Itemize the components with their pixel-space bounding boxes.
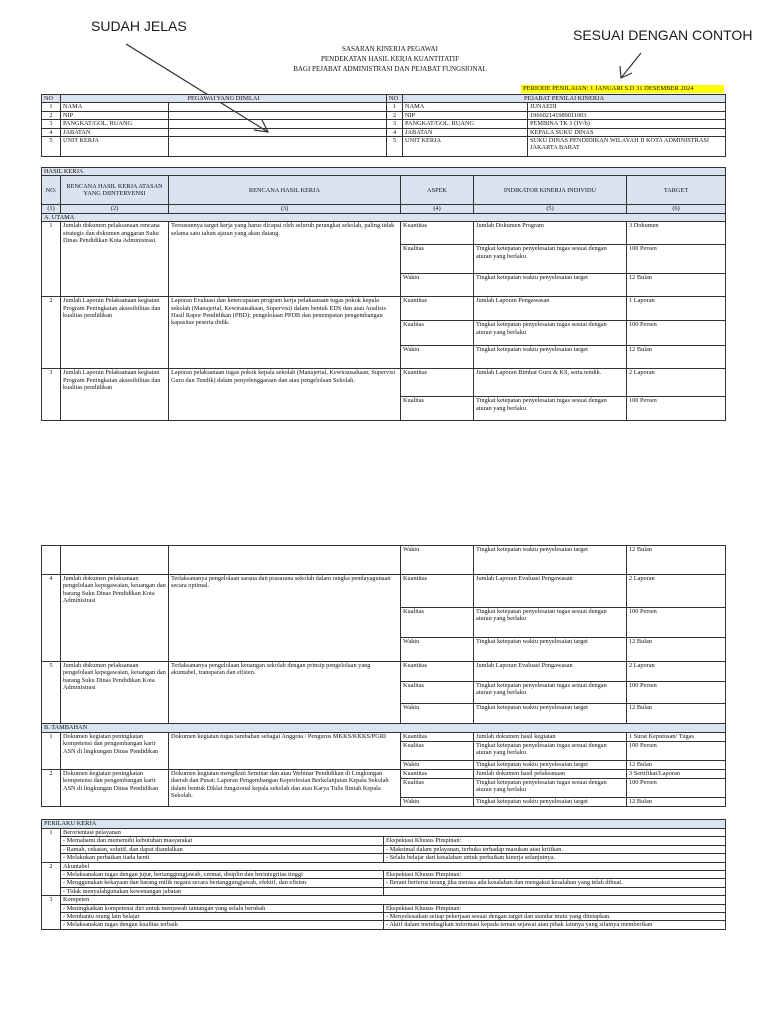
item-rhk: Terlaksananya pengelolaan sarana dan prasarana sekolah dalam rangka pendayagunaan secara optimal.	[169, 575, 401, 662]
col-aspek-header: ASPEK	[401, 176, 474, 205]
behavior-title-row	[42, 896, 726, 904]
item-rhk: Dokumen kegiatan tugas tambahan sebagai Anggota / Pengurus MKKS/KKKS/PGRI	[169, 733, 401, 770]
item-target: 2 Laporan	[627, 575, 726, 608]
col-number-1: (1)	[42, 205, 61, 213]
col-number-4: (4)	[401, 205, 474, 213]
item-aspek: Kuantitas	[401, 770, 474, 779]
penilai-no: 5	[387, 137, 403, 157]
item-no: 3	[42, 369, 61, 421]
personal-no2-header: NO	[387, 95, 403, 103]
behavior-point-row	[42, 854, 726, 862]
item-aspek: Kualitas	[401, 321, 474, 346]
behavior-title-row	[42, 829, 726, 837]
item-aspek: Kuantitas	[401, 575, 474, 608]
behavior-point: - Ramah, cekatan, solutif, dan dapat diandalkan	[61, 845, 384, 853]
penilai-no: 1	[387, 103, 403, 111]
penilai-label: NIP	[403, 111, 528, 119]
table-row	[42, 733, 726, 742]
item-no: 1	[42, 222, 61, 297]
item-aspek: Waktu	[401, 546, 474, 575]
penilai-label: PANGKAT/GOL. RUANG	[403, 120, 528, 128]
table-row	[42, 546, 726, 575]
item-indikator: Tingkat ketepatan penyelesaian tugas sesuai dengan aturan yang berlaku	[474, 397, 627, 421]
personal-no: 2	[42, 111, 61, 119]
behavior-point-row	[42, 904, 726, 912]
item-aspek: Kuantitas	[401, 733, 474, 742]
item-rhk-atasan: Dokumen kegiatan peningkatan kompetensi dan pengembangan karir ASN di lingkungan Dinas Pendidikan	[61, 770, 169, 807]
item-target: 12 Bulan	[627, 704, 726, 724]
behavior-point: - Membantu orang lain belajar	[61, 913, 384, 921]
utama-rows	[42, 222, 726, 421]
col-number-5: (5)	[474, 205, 627, 213]
hasil-kerja-continued-table	[41, 545, 726, 807]
item-aspek: Waktu	[401, 638, 474, 662]
item-target: 3 Sertifikat/Laporan	[627, 770, 726, 779]
utama-label: A. UTAMA	[42, 213, 726, 221]
penilai-label: JABATAN	[403, 128, 528, 136]
item-target: 100 Persen	[627, 397, 726, 421]
perilaku-rows	[42, 820, 726, 930]
expectation-label: Ekspektasi Khusus Pimpinan:	[384, 904, 726, 912]
doc-title-3: BAGI PEJABAT ADMINISTRASI DAN PEJABAT FUNGSIONAL	[293, 65, 487, 73]
item-indikator: Tingkat ketepatan waktu penyelesaian target	[474, 274, 627, 297]
personal-label: JABATAN	[61, 128, 169, 136]
penilai-value: 196602141989011003	[528, 111, 726, 119]
item-indikator: Tingkat ketepatan penyelesaian tugas sesuai dengan aturan yang berlaku	[474, 779, 627, 798]
personal-no: 5	[42, 137, 61, 157]
item-target: 12 Bulan	[627, 346, 726, 369]
hasil-kerja-label-row	[42, 168, 726, 176]
item-target: 3 Dokumen	[627, 222, 726, 245]
personal-no-header: NO	[42, 95, 61, 103]
penilai-no: 3	[387, 120, 403, 128]
perilaku-label-row	[42, 820, 726, 829]
item-aspek: Kualitas	[401, 397, 474, 421]
item-aspek: Waktu	[401, 761, 474, 770]
tambahan-label-row	[42, 724, 726, 733]
behavior-title: Akuntabel	[61, 862, 726, 870]
item-aspek: Kualitas	[401, 245, 474, 274]
item-rhk-atasan: Jumlah dokumen pelaksanaan pengelolaan kepegawaian, keuangan dan barang Suku Dinas Pendidikan Kota Administrasi	[61, 662, 169, 724]
item-no: 1	[42, 733, 61, 770]
behavior-point-row	[42, 913, 726, 921]
item-target: 12 Bulan	[627, 546, 726, 575]
annotation-sudah-jelas: SUDAH JELAS	[91, 18, 187, 34]
col-indikator-header: INDIKATOR KINERJA INDIVIDU	[474, 176, 627, 205]
col-target-header: TARGET	[627, 176, 726, 205]
item-no: 4	[42, 575, 61, 662]
item-target: 100 Persen	[627, 742, 726, 761]
item-rhk: Laporan Evaluasi dan ketercapaian program kerja pelaksanaan tugas pokok kepala sekolah (Manajerial, Kewirausahaan, Supervisi) dalam bentuk EDS dan atau Analisis Hasil Rapor Pendidikan (PBD); pengelolaan PPDB dan penempatan pengembangan kapasitas peserta didik.	[169, 297, 401, 369]
personal-row	[42, 128, 726, 136]
item-indikator: Tingkat ketepatan waktu penyelesaian target	[474, 346, 627, 369]
pejabat-penilai-header: PEJABAT PENILAI KINERJA	[403, 95, 726, 103]
doc-title-1: SASARAN KINERJA PEGAWAI	[342, 45, 438, 53]
item-target: 1 Laporan	[627, 297, 726, 321]
item-indikator: Tingkat ketepatan waktu penyelesaian target	[474, 704, 627, 724]
annotation-sesuai-contoh: SESUAI DENGAN CONTOH	[573, 27, 753, 43]
item-indikator: Tingkat ketepatan waktu penyelesaian target	[474, 798, 627, 807]
item-target: 100 Persen	[627, 608, 726, 638]
column-number-row	[42, 205, 726, 213]
penilai-value: SUKU DINAS PENDIDIKAN WILAYAH II KOTA ADMINISTRASI JAKARTA BARAT	[528, 137, 726, 157]
perilaku-label: PERILAKU KERJA	[42, 820, 726, 829]
pegawai-dinilai-header: PEGAWAI YANG DINILAI	[61, 95, 387, 103]
item-aspek: Kualitas	[401, 779, 474, 798]
item-target: 2 Laporan	[627, 662, 726, 682]
penilai-no: 2	[387, 111, 403, 119]
behavior-point: - Melaksanakan tugas dengan jujur, bertanggungjawab, cermat, disiplin dan berintegritas tinggi	[61, 871, 384, 879]
item-rhk-empty	[169, 546, 401, 575]
penilai-value: KEPALA SUKU DINAS	[528, 128, 726, 136]
expectation-item: - Aktif dalam membagikan informasi kepada teman sejawat atau pihak lainnya yang sifatnya memberikan	[384, 921, 726, 929]
item-rhk: Dokumen kegiatan mengikuti Seminar dan atau Webinar Pendidikan di Lingkungan daerah dan Pusat; Laporan Pengembangan Keprofesian Berkelanjutan Kepala Sekolah dalam bentuk Diklat fungsional kepala sekolah dan atau Karya Tulis Ilmiah Kepala Sekolah.	[169, 770, 401, 807]
tambahan-label: B. TAMBAHAN	[42, 724, 726, 733]
personal-value	[169, 137, 387, 157]
item-indikator: Tingkat ketepatan penyelesaian tugas sesuai dengan aturan yang berlaku	[474, 608, 627, 638]
item-indikator: Tingkat ketepatan penyelesaian tugas sesuai dengan aturan yang berlaku	[474, 321, 627, 346]
item-rhk-atasan: Jumlah dokumen pelaksanaan pengelolaan kepegawaian, keuangan dan barang Suku Dinas Pendidikan Kota Administrasi	[61, 575, 169, 662]
item-rhk-atasan: Dokumen kegiatan peningkatan kompetensi dan pengembangan karir ASN di lingkungan Dinas Pendidikan	[61, 733, 169, 770]
item-target: 100 Persen	[627, 682, 726, 704]
period-banner: PERIODE PENILAIAN: 1 JANUARI S.D 31 DESEMBER 2024	[521, 85, 724, 93]
behavior-point-row	[42, 871, 726, 879]
item-target: 12 Bulan	[627, 761, 726, 770]
doc-title-2: PENDEKATAN HASIL KERJA KUANTITATIF	[320, 55, 460, 63]
item-indikator: Tingkat ketepatan waktu penyelesaian target	[474, 546, 627, 575]
utama-label-row	[42, 213, 726, 221]
table-row	[42, 222, 726, 245]
item-aspek: Kuantitas	[401, 369, 474, 397]
personal-value	[169, 111, 387, 119]
col-number-6: (6)	[627, 205, 726, 213]
personal-row	[42, 111, 726, 119]
item-aspek: Waktu	[401, 274, 474, 297]
penilai-no: 4	[387, 128, 403, 136]
expectation-item	[384, 887, 726, 895]
personal-no: 4	[42, 128, 61, 136]
col-rhk-atasan-header: RENCANA HASIL KERJA ATASAN YANG DIINTERVENSI	[61, 176, 169, 205]
personal-no: 3	[42, 120, 61, 128]
penilai-value: JUNAEDI	[528, 103, 726, 111]
item-aspek: Kuantitas	[401, 297, 474, 321]
item-target: 100 Persen	[627, 779, 726, 798]
personal-row	[42, 103, 726, 111]
personal-value	[169, 120, 387, 128]
item-rhk-atasan: Jumlah Laporan Pelaksanaan kegiatan Program Peningkatan aksesibilitas dan kualitas pendidikan	[61, 297, 169, 369]
behavior-point-row	[42, 879, 726, 887]
behavior-point-row	[42, 921, 726, 929]
perilaku-kerja-table	[41, 819, 726, 930]
item-rhk-atasan: Jumlah Laporan Pelaksanaan kegiatan Program Peningkatan aksesibilitas dan kualitas pendidikan	[61, 369, 169, 421]
expectation-item: - Berani berterus terang jika merasa ada kesalahan dan mengakui kesalahan yang telah dibuat.	[384, 879, 726, 887]
item-no: 2	[42, 297, 61, 369]
item-indikator: Jumlah Laporan Pengawasan	[474, 297, 627, 321]
personal-row	[42, 120, 726, 128]
personal-label: NAMA	[61, 103, 169, 111]
item-no: 5	[42, 662, 61, 724]
behavior-point-row	[42, 837, 726, 845]
item-aspek: Kualitas	[401, 682, 474, 704]
item-aspek: Waktu	[401, 704, 474, 724]
behavior-no: 2	[42, 862, 61, 896]
behavior-title-row	[42, 862, 726, 870]
column-header-row	[42, 176, 726, 205]
personal-info-table	[41, 94, 726, 157]
expectation-label: Ekspektasi Khusus Pimpinan:	[384, 871, 726, 879]
expectation-item: - Maksimal dalam pelayanan, terbuka terhadap masukan atau kritikan.	[384, 845, 726, 853]
behavior-no: 1	[42, 829, 61, 863]
expectation-label: Ekspektasi Khusus Pimpinan:	[384, 837, 726, 845]
table-row	[42, 575, 726, 608]
item-indikator: Tingkat ketepatan penyelesaian tugas sesuai dengan aturan yang berlaku	[474, 245, 627, 274]
item-indikator: Tingkat ketepatan waktu penyelesaian target	[474, 761, 627, 770]
penilai-label: NAMA	[403, 103, 528, 111]
item-rhk: Tersusunnya target kerja yang harus dicapai oleh seluruh perangkat sekolah, paling tidak selama satu tahun ajaran yang akan datang.	[169, 222, 401, 297]
behavior-point: - Menggunakan kekayaan dan barang milik negara secara bertanggungjawab, efektif, dan efisien	[61, 879, 384, 887]
item-target: 2 Laporan	[627, 369, 726, 397]
item-indikator: Jumlah Dokumen Program	[474, 222, 627, 245]
behavior-point: - Melakukan perbaikan tiada henti	[61, 854, 384, 862]
item-indikator: Jumlah Laporan Bimbat Guru & KS, serta tendik.	[474, 369, 627, 397]
personal-header-row	[42, 95, 726, 103]
col-number-2: (2)	[61, 205, 169, 213]
expectation-item: - Menyelesaikan setiap pekerjaan sesuai dengan target dan standar mutu yang ditetapkan.	[384, 913, 726, 921]
item-indikator: Jumlah dokumen hasil pelaksanaan	[474, 770, 627, 779]
personal-value	[169, 103, 387, 111]
item-indikator: Jumlah dokumen hasil kegiatan	[474, 733, 627, 742]
table-row	[42, 662, 726, 682]
personal-no: 1	[42, 103, 61, 111]
item-indikator: Tingkat ketepatan waktu penyelesaian target	[474, 638, 627, 662]
item-rhk: Laporan pelaksanaan tugas pokok kepala sekolah (Manajerial, Kewirausahaan, Supervisi Guru dan Tendik) dalam penyelenggaraan dan atau pengelolaan Sekolah.	[169, 369, 401, 421]
col-number-3: (3)	[169, 205, 401, 213]
item-rhk: Terlaksananya pengelolaan keuangan sekolah dengan prinsip pengelolaan yang akuntabel, transparan dan efisien.	[169, 662, 401, 724]
behavior-title: Berorientasi pelayanan	[61, 829, 726, 837]
behavior-point: - Memahami dan memenuhi kebutuhan masyarakat	[61, 837, 384, 845]
table-row	[42, 369, 726, 397]
item-target: 12 Bulan	[627, 798, 726, 807]
behavior-point: - Tidak menyalahgunakan kewenangan jabatan	[61, 887, 384, 895]
col-no-header: NO.	[42, 176, 61, 205]
item-indikator: Tingkat ketepatan penyelesaian tugas sesuai dengan aturan yang berlaku	[474, 742, 627, 761]
hasil-kerja-table	[41, 167, 726, 421]
item-indikator: Jumlah Laporan Evaluasi Pengawasan	[474, 662, 627, 682]
behavior-point-row	[42, 887, 726, 895]
item-aspek: Kuantitas	[401, 662, 474, 682]
hasil-kerja-label: HASIL KERJA	[42, 168, 726, 176]
item-target: 12 Bulan	[627, 638, 726, 662]
personal-row	[42, 137, 726, 157]
table-row	[42, 297, 726, 321]
personal-label: UNIT KERJA	[61, 137, 169, 157]
table-row	[42, 770, 726, 779]
item-rhk-atasan: Jumlah dokumen pelaksanaan rencana strategis dan dokumen anggaran Suku Dinas Pendidikan Kota Administrasi.	[61, 222, 169, 297]
item-aspek: Kualitas	[401, 742, 474, 761]
behavior-title: Kompeten	[61, 896, 726, 904]
item-aspek: Waktu	[401, 346, 474, 369]
expectation-item: - Selalu belajar dari kesalahan untuk perbaikan kinerja selanjutnya.	[384, 854, 726, 862]
personal-label: NIP	[61, 111, 169, 119]
item-aspek: Waktu	[401, 798, 474, 807]
item-target: 12 Bulan	[627, 274, 726, 297]
col-rhk-header: RENCANA HASIL KERJA	[169, 176, 401, 205]
item-target: 100 Persen	[627, 245, 726, 274]
behavior-no: 3	[42, 896, 61, 930]
behavior-point-row	[42, 845, 726, 853]
item-indikator: Tingkat ketepatan penyelesaian tugas sesuai dengan aturan yang berlaku	[474, 682, 627, 704]
personal-label: PANGKAT/GOL. RUANG	[61, 120, 169, 128]
item-target: 1 Surat Keputusan/ Tugas	[627, 733, 726, 742]
item-indikator: Jumlah Laporan Evaluasi Pengawasan	[474, 575, 627, 608]
personal-value	[169, 128, 387, 136]
item-no-empty	[42, 546, 61, 575]
penilai-label: UNIT KERJA	[403, 137, 528, 157]
behavior-point: - Melaksanakan tugas dengan kualitas terbaik	[61, 921, 384, 929]
continued-rows	[42, 546, 726, 807]
item-rhk-atasan-empty	[61, 546, 169, 575]
penilai-value: PEMBINA TK 1 (IV/b)	[528, 120, 726, 128]
item-target: 100 Persen	[627, 321, 726, 346]
behavior-point: - Meningkatkan kompetensi diri untuk menjawab tantangan yang selalu berubah	[61, 904, 384, 912]
item-no: 2	[42, 770, 61, 807]
item-aspek: Kualitas	[401, 608, 474, 638]
item-aspek: Kuantitas	[401, 222, 474, 245]
